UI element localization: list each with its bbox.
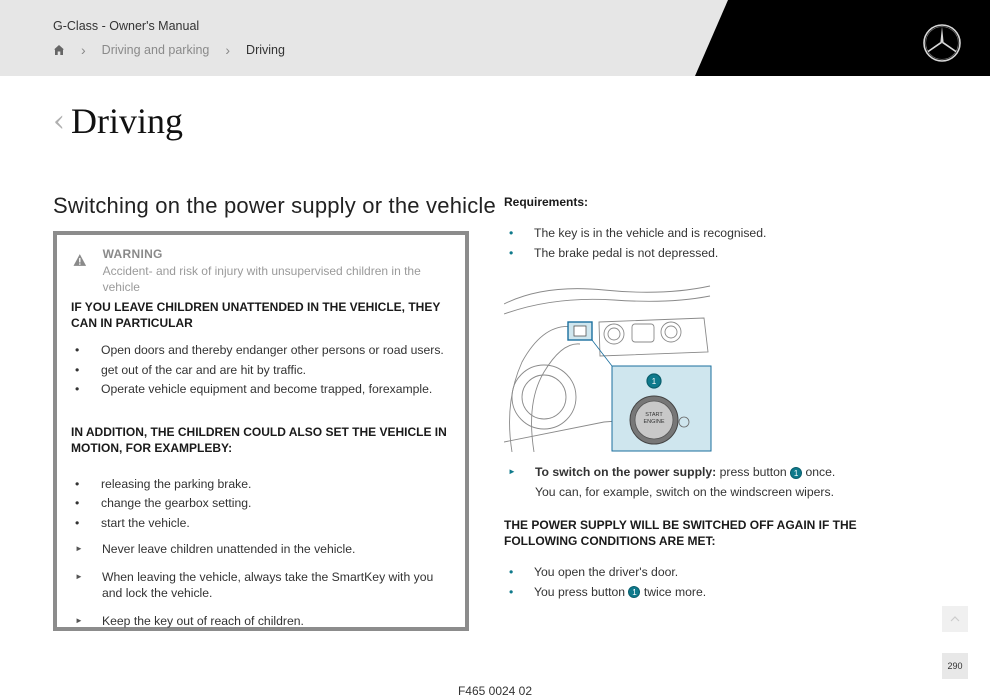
- warning-heading-1: IF YOU LEAVE CHILDREN UNATTENDED IN THE VEHICLE, THEY CAN IN PARTICULAR: [71, 300, 441, 330]
- instruction-text: once.: [805, 465, 836, 479]
- action-item: ► When leaving the vehicle, always take the SmartKey with you and lock the vehicle.: [71, 569, 451, 601]
- action-item: ► Keep the key out of reach of children.: [71, 613, 451, 629]
- condition-text: You open the driver's door.: [534, 565, 679, 579]
- dashboard-diagram: [504, 282, 712, 452]
- warning-list-2: [71, 475, 451, 534]
- list-item: [504, 583, 924, 603]
- instruction-step: [504, 462, 924, 482]
- figure-code: F465 0024 02: [457, 684, 533, 698]
- page-title: Driving: [71, 101, 183, 141]
- section-title: Switching on the power supply or the vehicle: [53, 193, 496, 218]
- action-item: ► Never leave children unattended in the vehicle.: [71, 541, 451, 557]
- instruction-note: You can, for example, switch on the windscreen wipers.: [535, 485, 834, 499]
- warning-label: WARNING: [102, 247, 163, 261]
- callout-number: 1: [790, 467, 802, 479]
- warning-box: [53, 231, 469, 631]
- list-item: • releasing the parking brake.: [71, 475, 451, 495]
- requirements-list: [504, 224, 924, 263]
- mercedes-star-icon[interactable]: [922, 23, 962, 63]
- instruction-section: [504, 462, 924, 602]
- off-conditions-list: [504, 563, 924, 602]
- warning-header: [71, 247, 451, 295]
- condition-text: You press button: [534, 584, 626, 599]
- list-item: • change the gearbox setting.: [71, 494, 451, 514]
- list-item: • start the vehicle.: [71, 514, 451, 534]
- requirements-section: [504, 195, 924, 263]
- chevron-right-icon: ›: [225, 42, 231, 58]
- warning-subtitle: Accident- and risk of injury with unsupervised children in the vehicle: [102, 264, 421, 294]
- scroll-up-button[interactable]: [942, 606, 968, 632]
- breadcrumb-link-driving-and-parking[interactable]: Driving and parking: [101, 43, 210, 57]
- condition-text: twice more.: [643, 584, 707, 599]
- list-item: [504, 563, 924, 583]
- warning-triangle-icon: [73, 253, 87, 267]
- home-icon[interactable]: [53, 44, 65, 56]
- list-item: • The brake pedal is not depressed.: [504, 244, 924, 264]
- list-item: • Open doors and thereby endanger other persons or road users.: [71, 341, 451, 361]
- warning-actions: [71, 541, 451, 629]
- list-item: • Operate vehicle equipment and become trapped, forexample.: [71, 380, 451, 400]
- requirements-title: Requirements:: [504, 195, 589, 209]
- start-engine-label: START: [645, 412, 663, 418]
- page-title-wrap: [53, 100, 183, 142]
- off-conditions-heading: THE POWER SUPPLY WILL BE SWITCHED OFF AGAIN IF THE FOLLOWING CONDITIONS ARE MET:: [504, 518, 857, 548]
- back-chevron-icon[interactable]: ‹: [53, 103, 65, 139]
- warning-heading-2: IN ADDITION, THE CHILDREN COULD ALSO SET THE VEHICLE IN MOTION, FOR EXAMPLEBY:: [71, 424, 447, 455]
- list-item: • The key is in the vehicle and is recognised.: [504, 224, 924, 244]
- app-title: G-Class - Owner's Manual: [53, 19, 200, 33]
- chevron-right-icon: ›: [81, 42, 86, 58]
- instruction-bold: To switch on the power supply:: [535, 465, 717, 479]
- instruction-text: press button: [719, 465, 787, 479]
- breadcrumb: [53, 42, 285, 58]
- start-engine-label: ENGINE: [643, 419, 665, 425]
- list-item: • get out of the car and are hit by traffic.: [71, 361, 451, 381]
- page-number[interactable]: 290: [942, 653, 968, 679]
- breadcrumb-current: Driving: [246, 43, 285, 57]
- scroll-up-icon: [942, 606, 968, 632]
- arrow-bullet-icon: ►: [508, 467, 516, 476]
- warning-list-1: [71, 341, 451, 400]
- callout-number: 1: [651, 377, 657, 386]
- callout-number: 1: [628, 586, 640, 598]
